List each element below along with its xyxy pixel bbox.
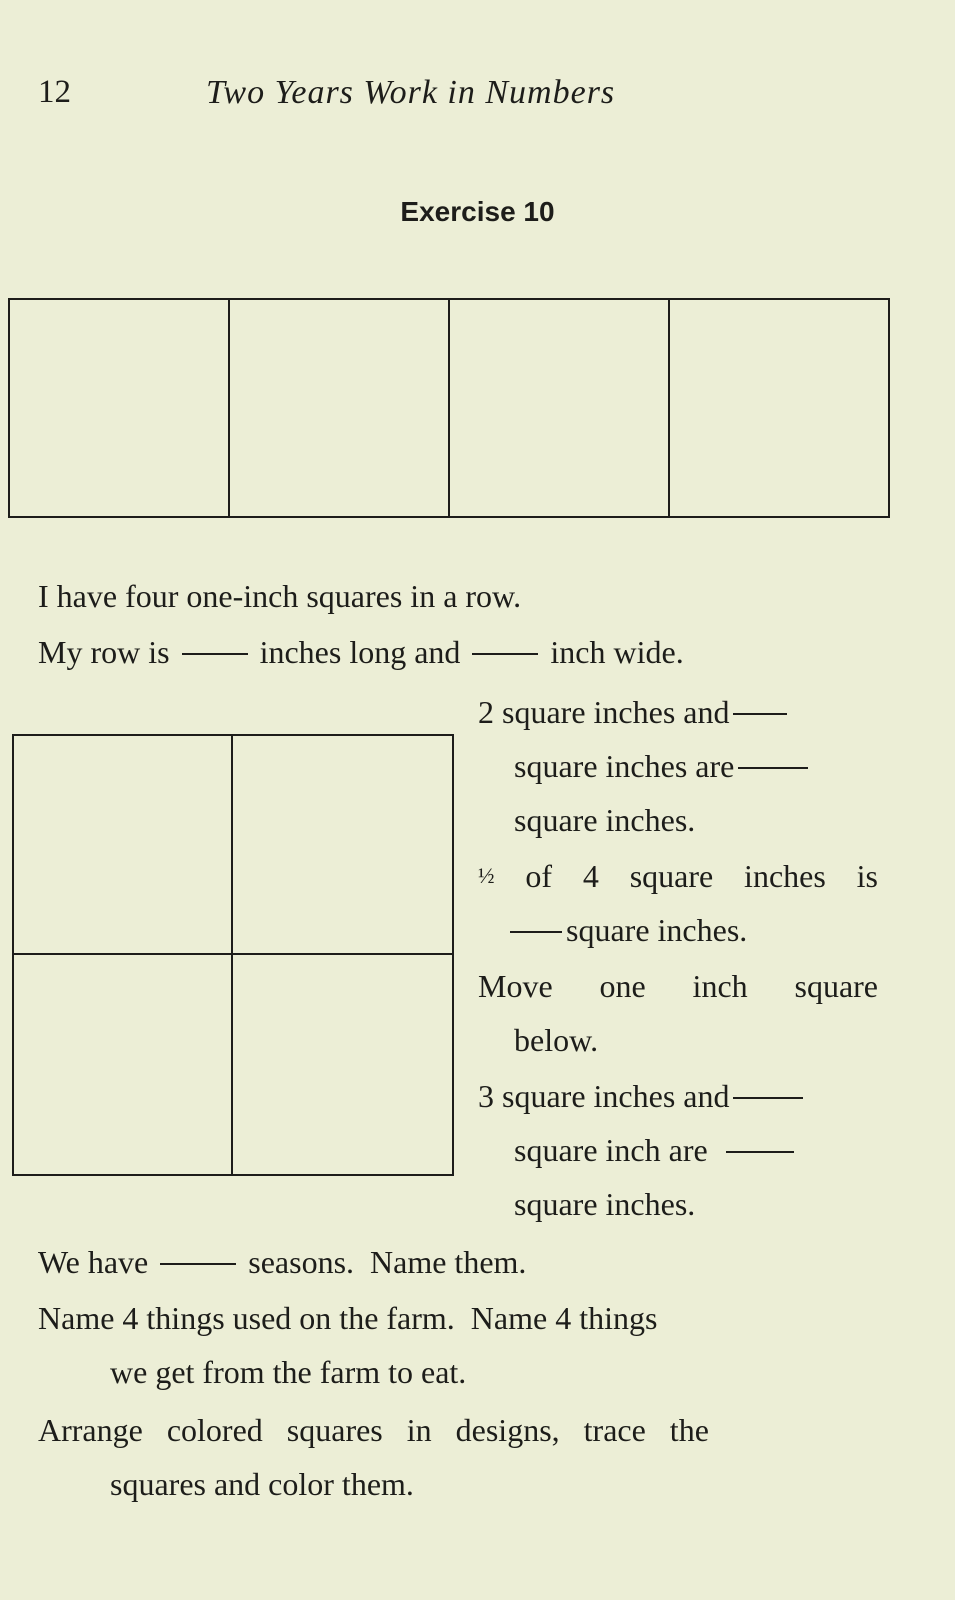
text-fragment: inches	[744, 858, 826, 894]
text-fragment: of	[525, 858, 552, 894]
question-line	[478, 1078, 807, 1114]
question-line	[510, 912, 747, 948]
question-line	[478, 968, 878, 1004]
text-fragment: one	[599, 968, 646, 1004]
fraction-half: ½	[478, 863, 495, 888]
text-fragment: square	[629, 858, 714, 894]
square-cell	[450, 300, 670, 516]
text-fragment: inches long and	[259, 634, 461, 670]
paragraph-farm-continued: we get from the farm to eat.	[110, 1354, 467, 1390]
paragraph-farm: Name 4 things used on the farm. Name 4 things	[38, 1300, 658, 1336]
four-squares-row-diagram	[8, 298, 890, 518]
answer-blank	[472, 653, 538, 655]
question-line: square inches.	[514, 1186, 696, 1222]
running-title: Two Years Work in Numbers	[206, 74, 616, 111]
square-cell	[670, 300, 888, 516]
text-fragment: is	[856, 858, 878, 894]
answer-blank	[738, 767, 808, 769]
text-fragment: square inch are	[514, 1132, 708, 1168]
answer-blank	[182, 653, 248, 655]
text-fragment: square	[794, 968, 878, 1004]
text-fragment: We have	[38, 1244, 149, 1280]
paragraph-row-length	[38, 634, 684, 670]
paragraph-squares-in-row: I have four one-inch squares in a row.	[38, 578, 522, 614]
text-fragment: My row is	[38, 634, 170, 670]
question-line	[478, 694, 791, 730]
square-cell	[14, 736, 233, 955]
answer-blank	[160, 1263, 236, 1265]
question-line	[478, 858, 878, 894]
paragraph-arrange	[38, 1412, 878, 1448]
square-cell	[233, 736, 452, 955]
text-fragment: 2 square inches and	[478, 694, 730, 730]
square-cell	[230, 300, 450, 516]
answer-blank	[510, 931, 562, 933]
square-cell	[233, 955, 452, 1174]
square-cell	[14, 955, 233, 1174]
question-line: below.	[514, 1022, 599, 1058]
text-fragment: square inches.	[566, 912, 748, 948]
text-fragment: Move	[478, 968, 553, 1004]
paragraph-seasons	[38, 1244, 526, 1280]
exercise-title: Exercise 10	[400, 196, 555, 227]
square-cell	[10, 300, 230, 516]
text-fragment: inch	[692, 968, 748, 1004]
two-by-two-squares-diagram	[12, 734, 454, 1176]
text-fragment: Arrange colored squares in designs, trace the	[38, 1412, 709, 1448]
text-fragment: seasons. Name them.	[248, 1244, 527, 1280]
page-number: 12	[38, 74, 71, 110]
text-fragment: 4	[582, 858, 599, 894]
question-line	[514, 1132, 798, 1168]
question-line	[514, 748, 812, 784]
answer-blank	[733, 1097, 803, 1099]
text-fragment: 3 square inches and	[478, 1078, 730, 1114]
answer-blank	[726, 1151, 794, 1153]
paragraph-arrange-continued: squares and color them.	[110, 1466, 414, 1502]
question-line: square inches.	[514, 802, 696, 838]
answer-blank	[733, 713, 787, 715]
text-fragment: inch wide.	[550, 634, 684, 670]
text-fragment: square inches are	[514, 748, 735, 784]
